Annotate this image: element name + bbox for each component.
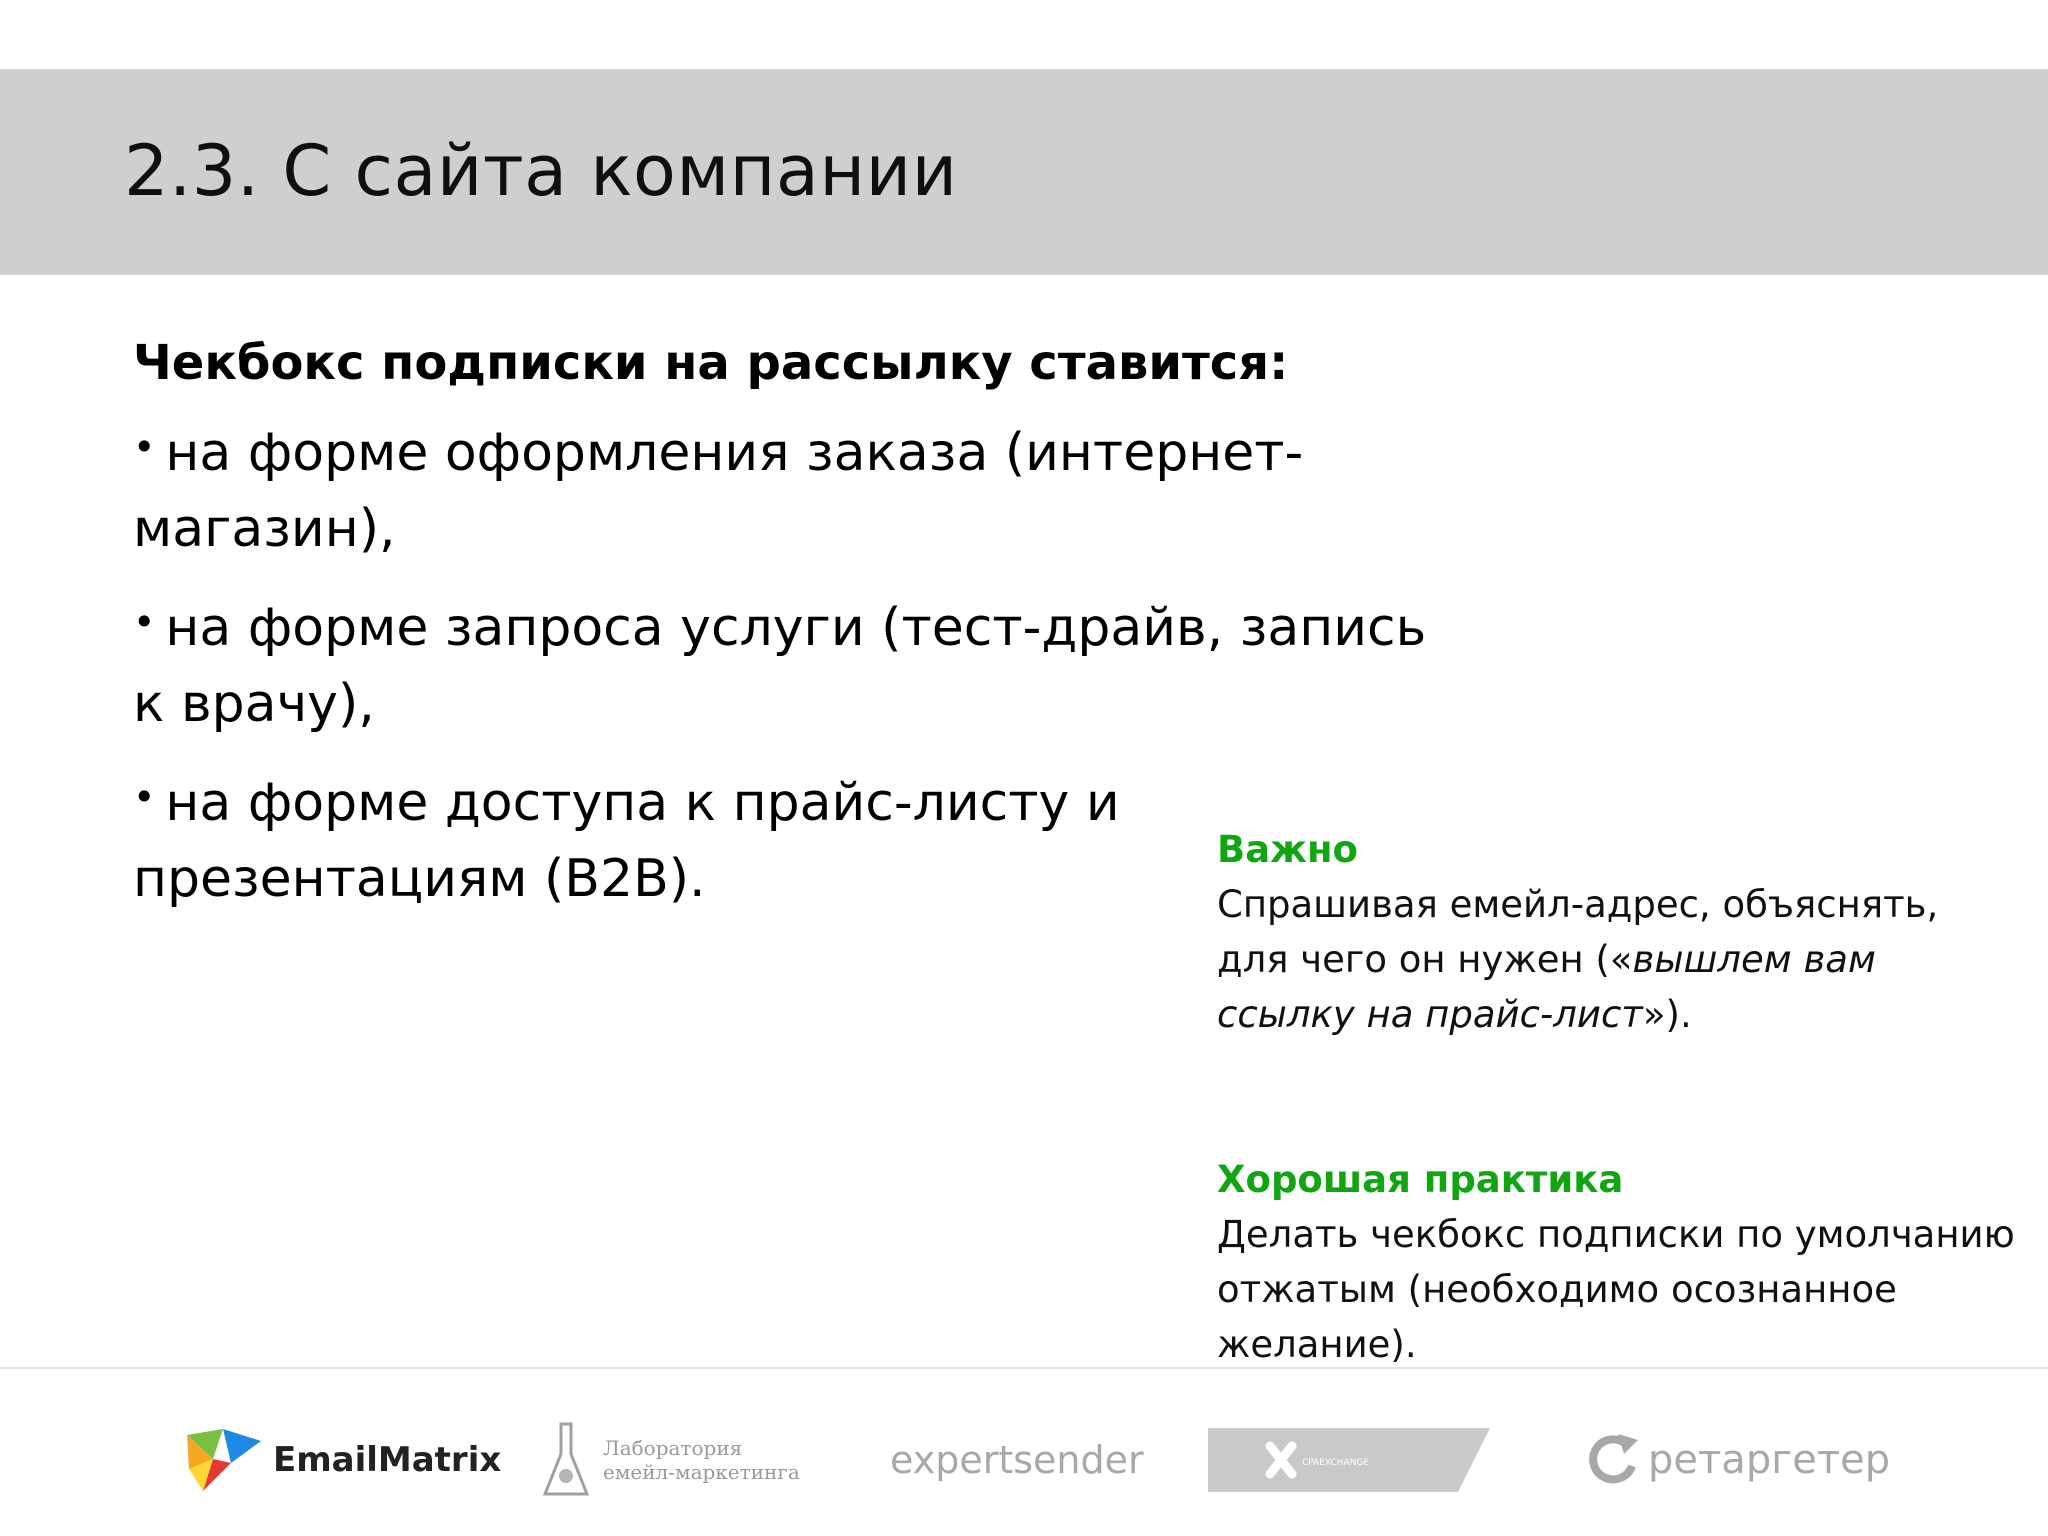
- bullet-text: на форме доступа к прайс-листу и презентациям (B2B).: [133, 773, 1120, 909]
- bullet-item: [133, 409, 1433, 567]
- footer-divider: [0, 1367, 2048, 1369]
- emailmatrix-logo: EmailMatrix: [183, 1400, 501, 1520]
- side-notes: [1217, 822, 2017, 1372]
- important-text-end: »).: [1642, 993, 1692, 1036]
- bullet-dot: •: [133, 425, 156, 469]
- bullet-dot: •: [133, 775, 156, 819]
- important-text: [1217, 877, 2017, 1042]
- retargeter-logo: ретаргетер: [1588, 1400, 1890, 1520]
- retargeter-icon: [1588, 1430, 1640, 1490]
- xchange-text: CPAEXCHANGE: [1302, 1458, 1370, 1468]
- emailmatrix-icon: [183, 1425, 263, 1495]
- flask-icon: [543, 1420, 589, 1500]
- bullet-item: [133, 584, 1433, 742]
- lab-logo-line2: емейл-маркетинга: [603, 1460, 800, 1484]
- bullet-text: на форме запроса услуги (тест-драйв, запись к врачу),: [133, 598, 1427, 734]
- cpaexchange-logo: [1208, 1400, 1490, 1520]
- important-heading: Важно: [1217, 828, 1358, 871]
- bullet-item: [133, 759, 1133, 917]
- good-practice-text: Делать чекбокс подписки по умолчанию отжатым (необходимо осознанное желание).: [1217, 1213, 2015, 1366]
- email-lab-logo: [543, 1400, 800, 1520]
- slide-title: 2.3. С сайта компании: [124, 130, 958, 212]
- important-text-italic: вышлем вам ссылку на прайс-лист: [1217, 938, 1876, 1036]
- partner-logos: [0, 1400, 2048, 1520]
- expertsender-logo: expertsender: [890, 1438, 1144, 1482]
- lab-logo-line1: Лаборатория: [603, 1436, 743, 1460]
- good-practice-block: [1217, 1152, 2017, 1372]
- important-text-start: Спрашивая емейл-адрес, объяснять, для чего он нужен («: [1217, 883, 1939, 981]
- bullet-text: на форме оформления заказа (интернет-магазин),: [133, 423, 1304, 559]
- xchange-banner: [1208, 1428, 1490, 1492]
- bullet-dot: •: [133, 600, 156, 644]
- good-practice-heading: Хорошая практика: [1217, 1158, 1624, 1201]
- main-heading: Чекбокс подписки на рассылку ставится:: [133, 335, 1289, 391]
